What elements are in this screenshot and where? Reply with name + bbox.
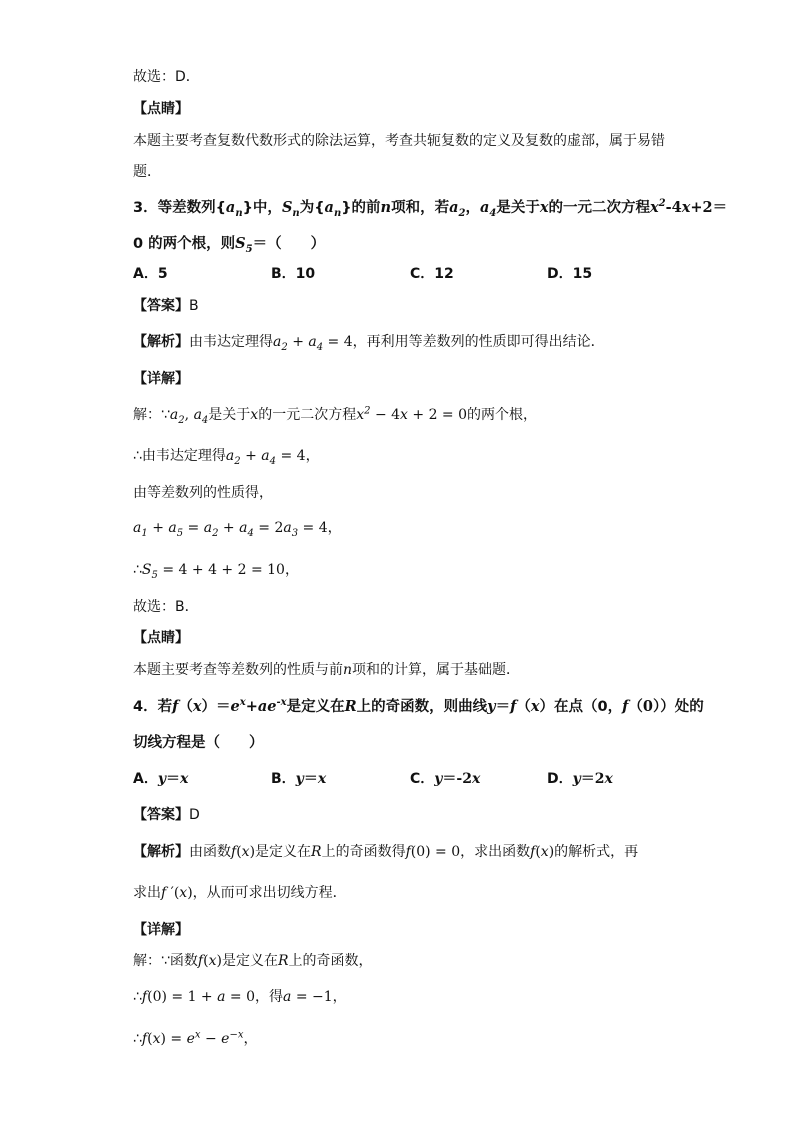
- q3-option-b: B．10: [271, 266, 316, 282]
- analysis-4: 【解析】由函数f(x)是定义在R上的奇函数得f(0) = 0，求出函数f(x)的解析式，再: [133, 844, 639, 860]
- analysis-3: 【解析】由韦达定理得$a_2 + a_4 = 4$，再利用等差数列的性质即可得出结论．: [133, 334, 605, 353]
- detail-3-line3: 由等差数列的性质得，: [133, 485, 273, 501]
- answer-3: 【答案】B: [133, 298, 199, 314]
- detail-3-line6: 故选：B．: [133, 599, 199, 615]
- section-tag-review: 【点睛】: [133, 630, 189, 646]
- section-tag-detail: 【详解】: [133, 922, 189, 938]
- text-line: 故选：D．: [133, 69, 200, 85]
- q4-option-d: D．y＝2x: [547, 771, 613, 787]
- q4-option-b: B．y＝x: [271, 771, 327, 787]
- text-line: 本题主要考查复数代数形式的除法运算，考查共轭复数的定义及复数的虚部，属于易错: [133, 133, 665, 149]
- q3-option-c: C．12: [410, 266, 454, 282]
- detail-3-line2: ∴由韦达定理得$a_2 + a_4 = 4$，: [133, 448, 320, 467]
- question-3-stem: 3．等差数列$\{a_n\}$中，$S_n$为$\{a_n\}$的前n项和，若$a_2$，$a_4$是关于x的一元二次方程$x^2-4x+2=$: [133, 198, 728, 219]
- analysis-4-line2: 求出f ′(x)，从而可求出切线方程．: [133, 885, 347, 901]
- detail-3-line5: $\therefore S_5 = 4 + 4 + 2 = 10$，: [133, 562, 299, 581]
- review-3-text: 本题主要考查等差数列的性质与前n项和的计算，属于基础题．: [133, 662, 521, 678]
- q4-option-a: A．y＝x: [133, 771, 189, 787]
- question-4-stem: 4．若$f(x)=e^x+ae^{-x}$是定义在R上的奇函数，则曲线y＝f（x）在点（0，f（0））处的: [133, 697, 704, 715]
- text-line: 题．: [133, 164, 161, 180]
- q3-option-a: A．5: [133, 266, 168, 282]
- section-tag-review: 【点睛】: [133, 101, 189, 117]
- detail-4-line3: ∴f(x) = $e^x - e^{-x}$，: [133, 1029, 258, 1047]
- q4-option-c: C．y＝-2x: [410, 771, 481, 787]
- detail-3-line4: $a_1 + a_5 = a_2 + a_4 = 2a_3 = 4$，: [133, 520, 342, 539]
- detail-3-line1: 解：$\because a_2$, $a_4$是关于x的一元二次方程$x^2 - 4x + 2 = 0$的两个根，: [133, 405, 538, 426]
- answer-4: 【答案】D: [133, 807, 200, 823]
- q3-option-d: D．15: [547, 266, 593, 282]
- question-4-stem-line2: 切线方程是（ ）: [133, 735, 264, 751]
- section-tag-detail: 【详解】: [133, 371, 189, 387]
- question-3-stem-line2: 0 的两个根，则$S_5=$（ ）: [133, 235, 326, 255]
- detail-4-line1: 解：∵函数f(x)是定义在R上的奇函数，: [133, 953, 373, 969]
- detail-4-line2: ∴f(0) = 1 + a = 0，得a = −1，: [133, 989, 347, 1005]
